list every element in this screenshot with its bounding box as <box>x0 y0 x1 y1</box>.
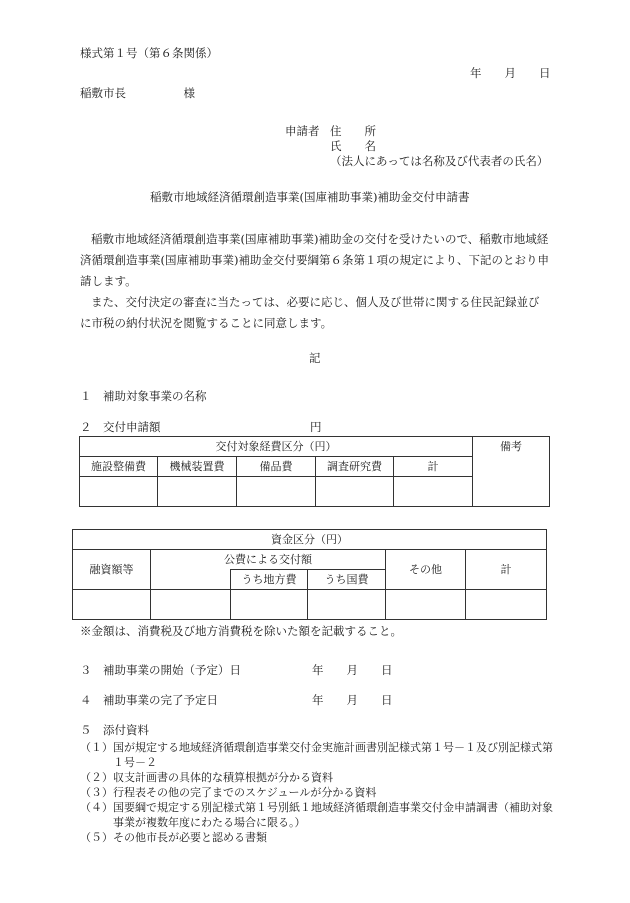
document-title: 稲敷市地域経済循環創造事業(国庫補助事業)補助金交付申請書 <box>150 190 470 204</box>
col-public-grant: 公費による交付額 <box>151 550 386 570</box>
expense-table <box>79 436 550 507</box>
item-3-start-date: ３ 補助事業の開始（予定）日 <box>80 663 241 677</box>
col-funding-total: 計 <box>466 550 547 590</box>
body-paragraph-2: また、交付決定の審査に当たっては、必要に応じ、個人及び世帯に関する住民記録並びに市税の納付状況を閲覧することに同意します。 <box>80 295 540 330</box>
col-machinery: 機械装置費 <box>158 457 237 477</box>
applicant-address-label: 住 所 <box>330 124 376 138</box>
date-line: 年 月 日 <box>470 66 551 80</box>
list-item: （５） その他市長が必要と認める書類 <box>80 831 267 844</box>
funding-group-header: 資金区分（円） <box>73 530 547 550</box>
machinery-amount-cell[interactable] <box>158 477 237 507</box>
expense-group-header: 交付対象経費区分（円） <box>80 437 473 457</box>
public-grant-blank <box>151 570 231 590</box>
ki-heading: 記 <box>309 351 321 365</box>
applicant-label: 申請者 <box>285 124 320 138</box>
form-number: 様式第１号（第６条関係） <box>80 46 218 60</box>
item-2-unit: 円 <box>310 420 322 434</box>
local-amount-cell[interactable] <box>231 590 308 620</box>
body-text <box>80 229 550 334</box>
funding-total-cell[interactable] <box>466 590 547 620</box>
list-item: （４） 国要綱で規定する別記様式第１号別紙１地域経済循環創造事業交付金申請調書（補助対象事業が複数年度にわたる場合に限る。） <box>80 801 553 829</box>
col-loan: 融資額等 <box>73 550 151 590</box>
list-item: （１） 国が規定する地域経済循環創造事業交付金実施計画書別記様式第１号－１及び別記様式第１号－２ <box>80 741 553 769</box>
item-1-project-name: １ 補助対象事業の名称 <box>80 389 207 403</box>
applicant-name-label: 氏 名 <box>330 139 376 153</box>
col-research: 調査研究費 <box>316 457 394 477</box>
public-amount-cell[interactable] <box>151 590 231 620</box>
body-paragraph-1: 稲敷市地域経済循環創造事業(国庫補助事業)補助金の交付を受けたいので、稲敷市地域経済循環創造事業(国庫補助事業)補助金交付要綱第６条第１項の規定により、下記のとおり申請します。 <box>80 232 549 288</box>
national-amount-cell[interactable] <box>308 590 386 620</box>
remarks-header: 備考 <box>473 437 550 507</box>
item-4-end-date: ４ 補助事業の完了予定日 <box>80 693 218 707</box>
research-amount-cell[interactable] <box>316 477 394 507</box>
col-other: その他 <box>386 550 466 590</box>
item-4-date: 年 月 日 <box>312 693 393 707</box>
equipment-amount-cell[interactable] <box>237 477 316 507</box>
funding-table <box>72 529 547 620</box>
list-item: （３） 行程表その他の完了までのスケジュールが分かる資料 <box>80 786 377 799</box>
facility-amount-cell[interactable] <box>80 477 158 507</box>
tax-note: ※金額は、消費税及び地方消費税を除いた額を記載すること。 <box>80 624 402 638</box>
loan-amount-cell[interactable] <box>73 590 151 620</box>
col-national-expense: うち国費 <box>308 570 386 590</box>
col-equipment: 備品費 <box>237 457 316 477</box>
item-3-date: 年 月 日 <box>312 663 393 677</box>
attachment-list <box>80 740 560 845</box>
item-2-application-amount: ２ 交付申請額 <box>80 420 161 434</box>
list-item: （２） 収支計画書の具体的な積算根拠が分かる資料 <box>80 771 333 784</box>
col-total: 計 <box>394 457 473 477</box>
addressee: 稲敷市長 様 <box>80 86 195 100</box>
col-facility: 施設整備費 <box>80 457 158 477</box>
total-amount-cell[interactable] <box>394 477 473 507</box>
item-5-attachments: ５ 添付資料 <box>80 723 149 737</box>
col-local-expense: うち地方費 <box>231 570 308 590</box>
other-amount-cell[interactable] <box>386 590 466 620</box>
applicant-note: （法人にあっては名称及び代表者の氏名） <box>330 154 549 168</box>
